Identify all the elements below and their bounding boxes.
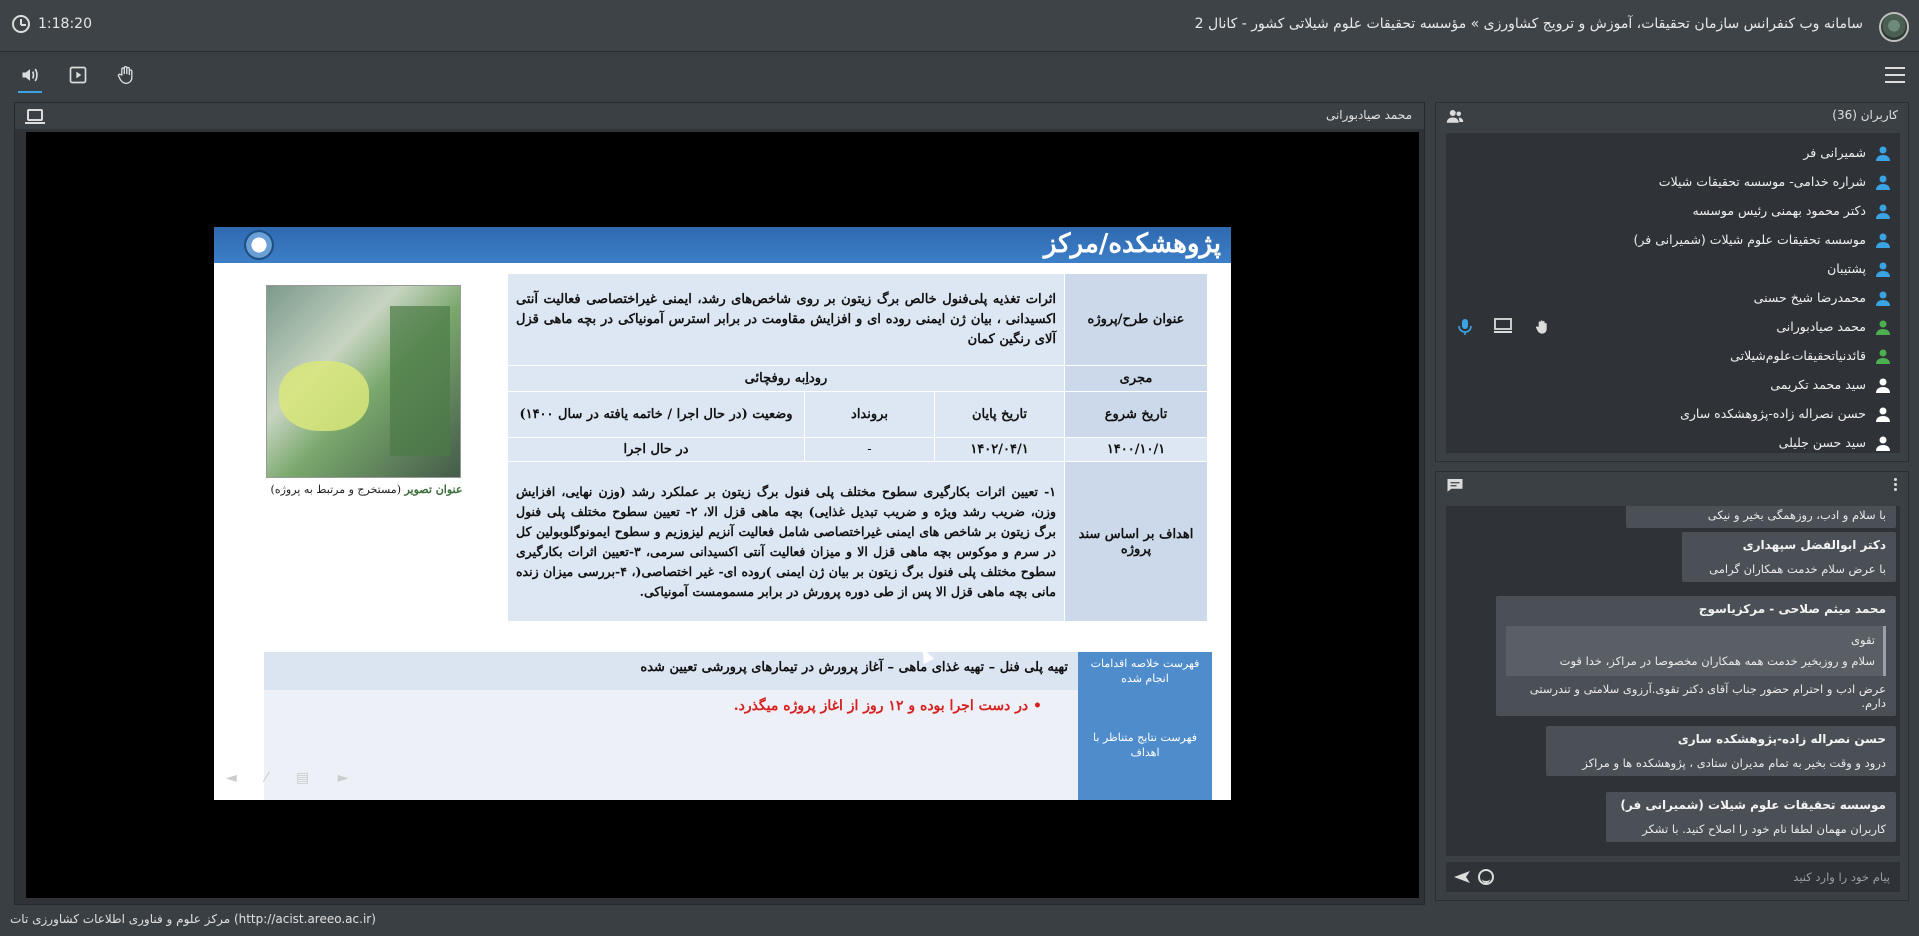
- photo-caption-label: عنوان تصویر: [404, 483, 463, 496]
- slide-header: [214, 227, 1231, 263]
- chat-options-icon[interactable]: [1894, 478, 1898, 492]
- user-list-item[interactable]: [1446, 342, 1900, 371]
- chat-messages: [1446, 506, 1900, 856]
- user-icon: [1876, 320, 1890, 335]
- user-name: شراره خدامی- موسسه تحقیقات شیلات: [1658, 174, 1866, 189]
- user-name: سید محمد تکریمی: [1770, 377, 1866, 392]
- user-icon: [1876, 262, 1890, 277]
- executor-label: مجری: [1065, 366, 1208, 392]
- chat-message-sender: محمد میثم صلاحی - مرکزیاسوج: [1698, 602, 1886, 616]
- summary-label: فهرست خلاصه اقدامات انجام شده: [1078, 652, 1212, 690]
- user-list-item[interactable]: [1446, 313, 1900, 342]
- speaker-icon: [20, 65, 40, 85]
- chat-quote-text: سلام و روزبخیر خدمت همه همکاران مخصوصا در مراکز، خدا قوت: [1559, 654, 1875, 668]
- user-list-item[interactable]: [1446, 284, 1900, 313]
- results-label: فهرست نتایج متناظر با اهداف: [1078, 690, 1212, 800]
- screen-share-icon[interactable]: [27, 109, 43, 121]
- chat-message-body: کاربران مهمان لطفا نام خود را اصلاح کنید. با تشکر: [1642, 822, 1886, 836]
- chat-icon: [1446, 477, 1464, 493]
- user-icon: [1876, 407, 1890, 422]
- executor-value: روداِبه روفچائی: [508, 366, 1065, 392]
- presenter-name: محمد صیادبورانی: [1325, 108, 1412, 122]
- goals-value: ۱- تعیین اثرات بکارگیری سطوح مختلف پلی فنول برگ زیتون بر عملکرد رشد (وزن نهایی، افزایش وزن، ضریب رشد ویژه و ضریب تبدیل غذایی) بچه ماهی قزل الا، ۲- تعیین سطوح مختلف پلی فنول برگ زیتون بر شاخص های ایمنی غیراختصاصی شامل فعالیت آنزیم لیزوزیم و سطوح ایمونوگلوبولین کل در سرم و موکوس بچه ماهی قزل الا و میزان فعالیت آنتی اکسیدانی سرمی، ۳-تعیین اثرات بکارگیری سطوح مختلف پلی فنول برگ زیتون بر بیان ژن ایمنی )روده ای- غیر اختصاصی(، ۴-بررسی میزان زنده مانی بچه ماهی قزل الا پس از طی دوره پرورش در برابر مسمومست آمونیاکی.: [508, 462, 1065, 622]
- project-table: [507, 273, 1208, 622]
- users-group-icon: [1446, 108, 1464, 124]
- user-list-item[interactable]: [1446, 197, 1900, 226]
- user-name: شمیرانی فر: [1803, 145, 1866, 160]
- user-icon: [1876, 233, 1890, 248]
- user-name: محمد صیادبورانی: [1776, 319, 1866, 334]
- chat-message: [1606, 792, 1896, 842]
- summary-table: [264, 652, 1212, 800]
- raise-hand-button[interactable]: [112, 61, 140, 89]
- user-icon: [1876, 349, 1890, 364]
- user-name: موسسه تحقیقات علوم شیلات (شمیرانی فر): [1633, 232, 1866, 247]
- play-box-icon: [68, 65, 88, 85]
- chat-input-placeholder[interactable]: پیام خود را وارد کنید: [1793, 870, 1890, 884]
- chat-quote: [1506, 626, 1886, 676]
- institute-logo-icon: [244, 230, 274, 260]
- user-icon: [1876, 175, 1890, 190]
- hand-icon[interactable]: [1534, 318, 1550, 336]
- user-name: حسن نصراله زاده-پژوهشکده ساری: [1680, 406, 1866, 421]
- user-icon: [1876, 146, 1890, 161]
- chat-quote-author: تقوی: [1851, 633, 1875, 647]
- end-date-value: ۱۴۰۲/۰۴/۱: [935, 438, 1065, 462]
- end-date-header: تاریخ پایان: [935, 392, 1065, 438]
- user-list-item[interactable]: [1446, 371, 1900, 400]
- photo-caption: [269, 483, 464, 496]
- user-list-item[interactable]: [1446, 226, 1900, 255]
- media-button[interactable]: [64, 61, 92, 89]
- organization-logo-icon: [1879, 12, 1909, 42]
- stage-header: [15, 103, 1424, 129]
- chat-message: [1682, 532, 1896, 582]
- status-header: وضعیت (در حال اجرا / خاتمه یافته در سال ۱۴۰۰): [508, 392, 805, 438]
- project-title-label: عنوان طرح/پروژه: [1065, 274, 1208, 366]
- user-name: پشتیبان: [1827, 261, 1866, 276]
- microphone-icon[interactable]: [1458, 318, 1472, 336]
- slide-title: پژوهشکده/مرکز: [1043, 229, 1221, 259]
- user-list: [1446, 133, 1900, 453]
- slide-nav-controls[interactable]: ◄ ⁄ ▤ ►: [226, 770, 361, 786]
- chat-message-body: با سلام و ادب، روزهمگی بخیر و نیکی: [1707, 508, 1886, 522]
- start-date-header: تاریخ شروع: [1065, 392, 1208, 438]
- send-icon[interactable]: [1454, 870, 1470, 884]
- user-name: قائدنیاتحقیقات‌علوم‌شیلاتی: [1730, 348, 1866, 363]
- photo-caption-note: (مستخرج و مرتبط به پروژه): [270, 483, 401, 496]
- session-timer: [12, 15, 92, 33]
- summary-value: تهیه پلی فنل – تهیه غذای ماهی – آغاز پرورش در تیمارهای پرورشی تعیین شده: [264, 652, 1078, 690]
- hand-icon: [116, 65, 136, 85]
- timer-value: 1:18:20: [38, 16, 92, 32]
- user-list-item[interactable]: [1446, 255, 1900, 284]
- users-panel-header: [1436, 103, 1908, 129]
- chat-panel-header: [1436, 472, 1908, 498]
- chat-message: [1626, 506, 1896, 528]
- chat-message-body: عرض ادب و احترام حضور جناب آقای دکتر تقوی.آرزوی سلامتی و تندرستی دارم.: [1529, 682, 1886, 710]
- user-name: سید حسن جلیلی: [1778, 435, 1866, 450]
- chat-message-body: با عرض سلام خدمت همکاران گرامی: [1709, 562, 1886, 576]
- user-icon: [1876, 378, 1890, 393]
- chat-input-bar[interactable]: [1446, 862, 1900, 892]
- chat-message-sender: حسن نصراله زاده-پژوهشکده ساری: [1677, 732, 1886, 746]
- user-list-item[interactable]: [1446, 429, 1900, 458]
- clock-icon: [12, 15, 30, 33]
- chat-message-sender: موسسه تحقیقات علوم شیلات (شمیرانی فر): [1620, 798, 1886, 812]
- goals-label: اهداف بر اساس سند پروژه: [1065, 462, 1208, 622]
- chat-message-body: درود و وقت بخیر به تمام مدیران ستادی ، پژوهشکده ها و مراکز: [1582, 756, 1886, 770]
- footer-credit: مرکز علوم و فناوری اطلاعات کشاورزی تات (http://acist.areeo.ac.ir): [10, 912, 376, 926]
- hamburger-menu-icon[interactable]: [1885, 67, 1905, 83]
- results-value: • در دست اجرا بوده و ۱۲ روز از اغاز پروژه میگذرد.: [264, 690, 1078, 800]
- status-value: در حال اجرا: [508, 438, 805, 462]
- chat-message: [1496, 596, 1896, 716]
- user-name: محمدرضا شیخ حسنی: [1753, 290, 1866, 305]
- users-count-title: کاربران (36): [1832, 108, 1898, 122]
- output-value: -: [805, 438, 935, 462]
- chat-message: [1546, 726, 1896, 776]
- speaker-button[interactable]: [16, 61, 44, 89]
- presentation-slide: [214, 227, 1231, 800]
- user-list-item[interactable]: [1446, 168, 1900, 197]
- toolbar: [0, 53, 1919, 99]
- user-icon: [1876, 436, 1890, 451]
- emoji-icon[interactable]: [1478, 869, 1494, 885]
- project-title-value: اثرات تغذیه پلی‌فنول خالص برگ زیتون بر روی شاخص‌های رشد، ایمنی غیراختصاصی فعالیت آنتی اکسیدانی ، بیان ژن ایمنی روده ای و افزایش مقاومت در برابر استرس آمونیاکی در بچه ماهی قزل آلای رنگین کمان: [508, 274, 1065, 366]
- chat-panel: [1435, 471, 1909, 901]
- users-panel: [1435, 102, 1909, 462]
- screen-share-icon[interactable]: [1494, 318, 1512, 334]
- window-title: سامانه وب کنفرانس سازمان تحقیقات، آموزش و ترویج کشاورزی » مؤسسه تحقیقات علوم شیلاتی کشور - کانال 2: [1194, 16, 1863, 32]
- project-photo: [266, 285, 461, 478]
- user-list-item[interactable]: [1446, 139, 1900, 168]
- title-bar: [0, 0, 1919, 52]
- user-name: دکتر محمود بهمنی رئیس موسسه: [1692, 203, 1866, 218]
- user-list-item[interactable]: [1446, 400, 1900, 429]
- start-date-value: ۱۴۰۰/۱۰/۱: [1065, 438, 1208, 462]
- output-header: برونداد: [805, 392, 935, 438]
- chat-message-sender: دکتر ابوالفضل سپهداری: [1742, 538, 1886, 552]
- user-icon: [1876, 291, 1890, 306]
- user-icon: [1876, 204, 1890, 219]
